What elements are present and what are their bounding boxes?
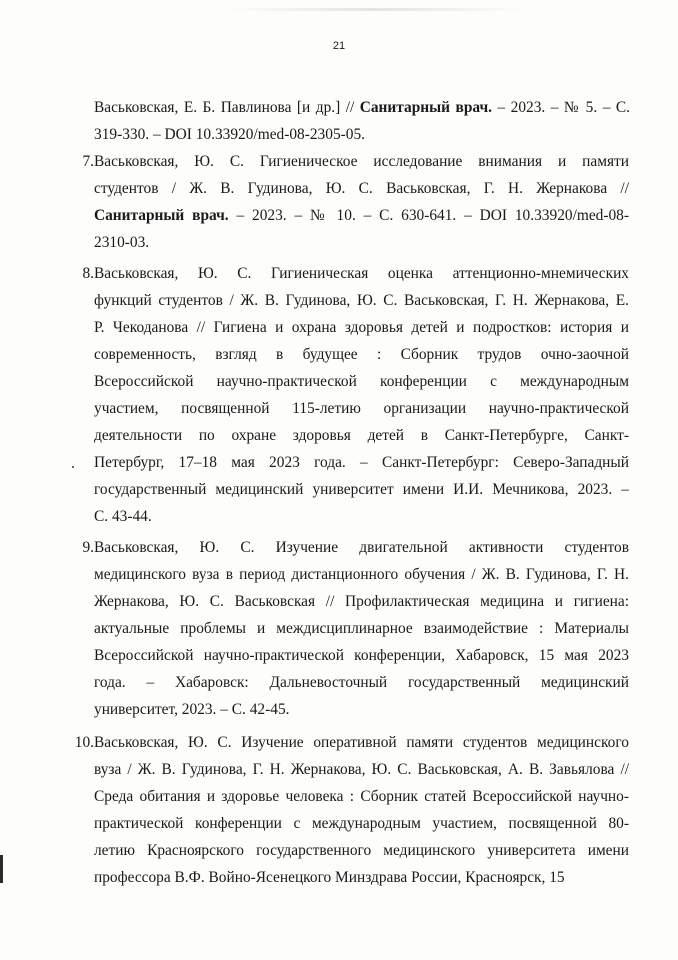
reference-line [94, 561, 629, 588]
reference-line [94, 175, 629, 202]
reference-line [94, 615, 629, 642]
scan-dot [72, 466, 74, 468]
reference-line [94, 503, 629, 530]
reference-line [94, 864, 629, 891]
reference-number: 7. [82, 153, 94, 170]
reference-line [94, 148, 629, 175]
reference-text: Петербург, 17–18 мая 2023 года. – Санкт-Петербург: Северо-Западный [94, 454, 629, 471]
reference-line [94, 94, 630, 121]
reference-line [94, 476, 629, 503]
reference-text: года. – Хабаровск: Дальневосточный государственный медицинский [94, 674, 629, 691]
reference-line [94, 696, 629, 723]
reference-text: Жернакова, Ю. С. Васьковская // Профилактическая медицина и гигиена: [94, 593, 629, 610]
reference-number: 8. [82, 265, 94, 282]
reference-text: Васьковская, Ю. С. Изучение оперативной памяти студентов медицинского [94, 734, 629, 751]
reference-line [94, 395, 629, 422]
reference-line [94, 756, 629, 783]
reference-text: участием, посвященной 115-летию организации научно-практической [94, 400, 629, 417]
reference-text: Васьковская, Ю. С. Гигиеническое исследование внимания и памяти [94, 153, 629, 170]
reference-number: 9. [82, 539, 94, 556]
reference-text: медицинского вуза в период дистанционного обучения / Ж. В. Гудинова, Г. Н. [94, 566, 629, 583]
reference-line [94, 449, 629, 476]
reference-text: Р. Чекоданова // Гигиена и охрана здоровья детей и подростков: история и [94, 319, 629, 336]
page-number: 21 [332, 40, 346, 52]
reference-text: Всероссийской научно-практической конференции с международным [94, 373, 629, 390]
reference-text: функций студентов / Ж. В. Гудинова, Ю. С. Васьковская, Г. Н. Жернакова, Е. [94, 292, 629, 309]
reference-text: С. 43-44. [94, 508, 152, 525]
reference-line [94, 422, 629, 449]
journal-title: Санитарный врач. [94, 207, 229, 224]
reference-text: 2310-03. [94, 234, 150, 251]
reference-line [94, 669, 629, 696]
reference-number: 10. [74, 734, 94, 751]
reference-text: актуальные проблемы и междисциплинарное взаимодействие : Материалы [94, 620, 629, 637]
reference-line [94, 341, 629, 368]
reference-line [94, 229, 629, 256]
reference-text: практической конференции с международным участием, посвященной 80- [94, 815, 629, 832]
reference-text: студентов / Ж. В. Гудинова, Ю. С. Васьковская, Г. Н. Жернакова // [94, 180, 629, 197]
reference-text: Васьковская, Е. Б. Павлинова [и др.] // [94, 99, 360, 116]
reference-line [94, 368, 629, 395]
reference-line [94, 534, 629, 561]
reference-text: деятельности по охране здоровья детей в Санкт-Петербурге, Санкт- [94, 427, 629, 444]
reference-text: государственный медицинский университет имени И.И. Мечникова, 2023. – [94, 481, 629, 498]
journal-title: Санитарный врач. [359, 99, 492, 116]
reference-text: Васьковская, Ю. С. Гигиеническая оценка аттенционно-мнемических [94, 265, 629, 282]
reference-text: Среда обитания и здоровье человека : Сборник статей Всероссийской научно- [94, 788, 629, 805]
reference-text: вуза / Ж. В. Гудинова, Г. Н. Жернакова, Ю. С. Васьковская, А. В. Завьялова // [94, 761, 629, 778]
reference-text: – 2023. – № 10. – С. 630-641. – DOI 10.33920/med-08- [228, 207, 629, 224]
reference-text: университет, 2023. – С. 42-45. [94, 701, 290, 718]
reference-line [94, 287, 629, 314]
scan-edge-mark [0, 855, 3, 883]
reference-text: – 2023. – № 5. – С. [492, 99, 630, 116]
reference-line [94, 121, 630, 148]
reference-line [94, 642, 629, 669]
reference-text: Всероссийской научно-практической конференции, Хабаровск, 15 мая 2023 [94, 647, 629, 664]
reference-line [94, 588, 629, 615]
reference-line [94, 260, 629, 287]
reference-text: современность, взгляд в будущее : Сборник трудов очно-заочной [94, 346, 629, 363]
scan-artifact [225, 8, 525, 11]
reference-line [94, 202, 629, 229]
reference-line [94, 729, 629, 756]
reference-text: 319-330. – DOI 10.33920/med-08-2305-05. [94, 126, 366, 143]
reference-text: Васьковская, Ю. С. Изучение двигательной активности студентов [94, 539, 629, 556]
reference-text: летию Красноярского государственного медицинского университета имени [94, 842, 629, 859]
reference-line [94, 810, 629, 837]
reference-line [94, 837, 629, 864]
reference-line [94, 314, 629, 341]
reference-line [94, 783, 629, 810]
reference-text: профессора В.Ф. Войно-Ясенецкого Минздрава России, Красноярск, 15 [94, 869, 565, 886]
